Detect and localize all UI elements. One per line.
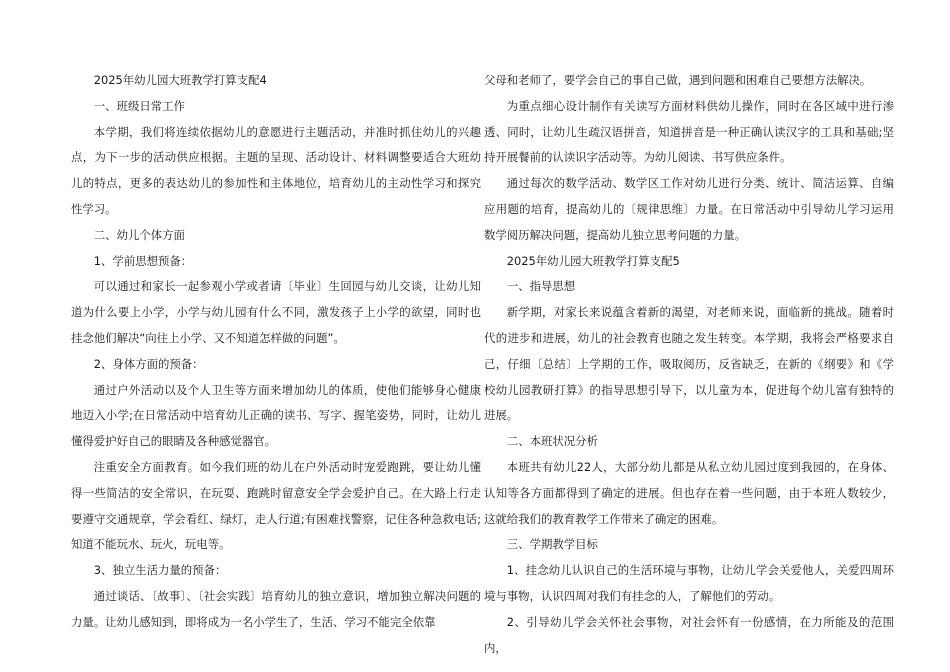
paragraph-continued: 父母和老师了，要学会自己的事自己做，遇到问题和困难自己要想方法解决。 [484, 73, 872, 87]
paragraph: 1、挂念幼儿认识自己的生活环境与事物，让幼儿学会关爱他人，关爱四周环境与事物，认识四周对我们有挂念的人，了解他们的劳动。 [484, 563, 894, 603]
paragraph: 本班共有幼儿22人，大部分幼儿都是从私立幼儿园过度到我园的，在身体、认知等各方面都得到了确定的进展。但也存在着一些问题，由于本班人数较少，这就给我们的教育教学工作带来了确定的困难。 [484, 459, 894, 526]
paragraph: 为重点细心设计制作有关读写方面材料供幼儿操作，同时在各区域中进行渗透、同时，让幼儿生疏汉语拼音，知道拼音是一种正确认读汉字的工具和基础;坚持开展餐前的认读识字活动等。为幼儿阅读、书写供应条件。 [484, 98, 894, 165]
doc-title-5: 2025年幼儿园大班教学打算支配5 [506, 253, 680, 268]
left-column [71, 68, 481, 636]
section-heading: 一、指导思想 [506, 279, 576, 294]
subsection-heading: 1、学前思想预备： [93, 253, 193, 268]
paragraph: 新学期，对家长来说蕴含着新的渴望，对老师来说，面临新的挑战。随着时代的进步和进展，幼儿的社会教育也随之发生转变。本学期，我将会严格要求自己，仔细〔总结〕上学期的工作，吸取阅历，反省缺乏，在新的《纲要》和《学校幼儿园教研打算》的指导思想引导下，以儿童为本，促进每个幼儿富有独特的进展。 [484, 305, 894, 423]
subsection-heading: 2、身体方面的预备： [93, 356, 204, 371]
section-heading: 二、幼儿个体方面 [93, 227, 185, 242]
section-heading: 三、学期教学目标 [506, 537, 598, 552]
paragraph: 可以通过和家长一起参观小学或者请〔毕业〕生回园与幼儿交谈，让幼儿知道为什么要上小学，小学与幼儿园有什么不同，激发孩子上小学的欲望，同时也挂念他们解决“向往上小学、又不知道怎样做的问题”。 [71, 279, 481, 345]
paragraph: 通过户外活动以及个人卫生等方面来增加幼儿的体质，使他们能够身心健康地迈入小学;在日常活动中培育幼儿正确的读书、写字、握笔姿势，同时，让幼儿懂得爱护好自己的眼睛及各种感觉器官。 [71, 382, 481, 449]
paragraph: 本学期，我们将连续依据幼儿的意愿进行主题活动，并准时抓住幼儿的兴趣点，为下一步的活动供应根据。主题的呈现、活动设计、材料调整要适合大班幼儿的特点，更多的表达幼儿的参加性和主体地位，培育幼儿的主动性学习和探究性学习。 [71, 124, 481, 216]
paragraph: 注重安全方面教育。如今我们班的幼儿在户外活动时宠爱跑跳，要让幼儿懂得一些简洁的安全常识，在玩耍、跑跳时留意安全学会爱护自己。在大路上行走要遵守交通规章，学会看红、绿灯，走人行道;有困难找警察，记住各种急救电话;知道不能玩水、玩火，玩电等。 [71, 459, 481, 552]
doc-title-4: 2025年幼儿园大班教学打算支配4 [93, 73, 267, 87]
paragraph: 2、引导幼儿学会关怀社会事物，对社会怀有一份感情，在力所能及的范围内， [484, 614, 894, 655]
subsection-heading: 3、独立生活力量的预备： [93, 563, 227, 578]
section-heading: 二、本班状况分析 [506, 434, 598, 449]
section-heading: 一、班级日常工作 [93, 98, 185, 113]
paragraph: 通过每次的数学活动、数学区工作对幼儿进行分类、统计、简洁运算、自编应用题的培育，提高幼儿的〔规律思维〕力量。在日常活动中引导幼儿学习运用数学阅历解决问题，提高幼儿独立思考问题的力量。 [484, 176, 894, 242]
right-column [484, 68, 894, 661]
paragraph: 通过谈话、〔故事〕、〔社会实践〕培育幼儿的独立意识，增加独立解决问题的力量。让幼儿感知到，即将成为一名小学生了，生活、学习不能完全依靠 [71, 588, 481, 629]
